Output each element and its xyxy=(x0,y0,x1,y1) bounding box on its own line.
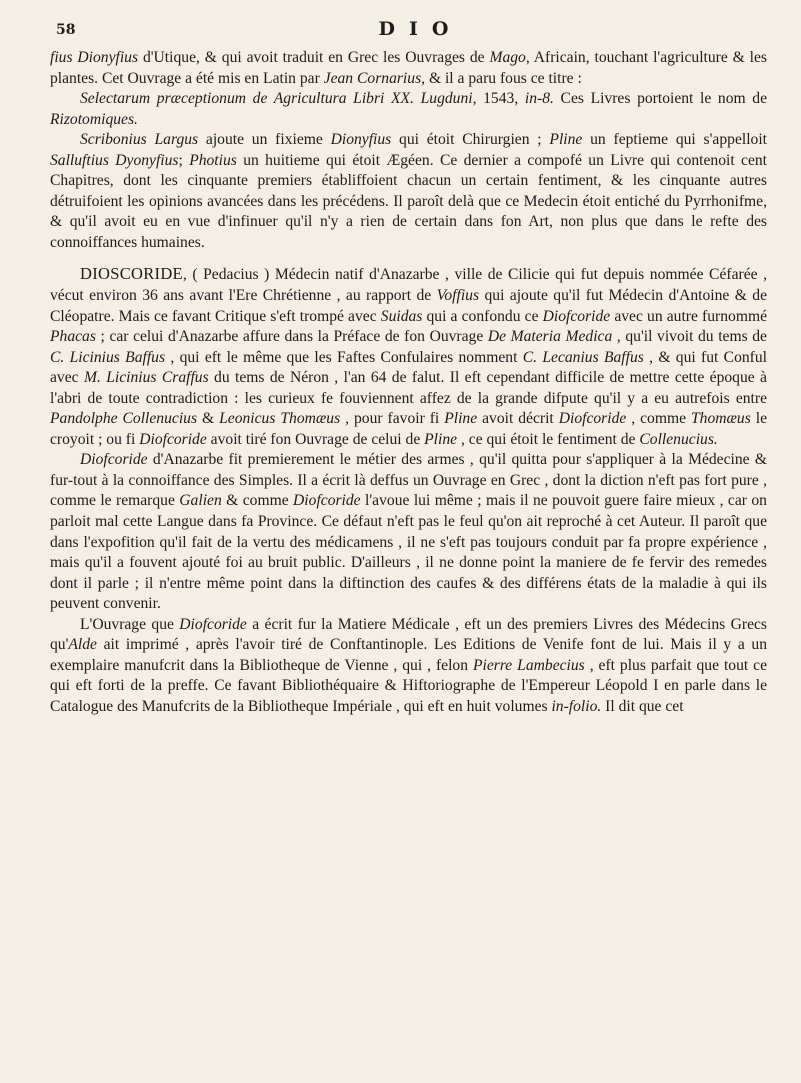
body-text xyxy=(50,48,767,718)
entry-dioscoride xyxy=(50,264,767,450)
text-run: & xyxy=(197,410,220,428)
text-run: , & qui fut Conful avec xyxy=(50,348,767,387)
text-run: l'avoue lui même ; mais il ne pouvoit guere faire mieux , car on parloit mal cette Langue dans fa Province. Ce défaut n'eft pas le feul qu'on ait reproché à cet Auteur. Il paroît que dans l'expofition qu'il fait de la vertu des médicamens , il ne s'eft pas toujours conduit par fa propre expérience , mais qu'il a fouvent ajouté foi au bruit public. D'ailleurs , il ne donne point la maniere de fe fervir des remedes dont il parle ; il n'entre même point dans la diftinction des caufes & des différens états de la maladie à qui ils peuvent convenir. xyxy=(50,492,767,613)
italic-text: Dionyfius xyxy=(330,131,392,149)
text-run: , qu'il vivoit du tems de xyxy=(612,328,767,346)
paragraph-book-title xyxy=(50,89,767,130)
text-run: qui ajoute qu'il fut Médecin d'Antoine & de Cléopatre. Mais ce favant Critique s'eft trompé avec xyxy=(50,287,767,325)
text-run: d'Anazarbe fit premierement le métier des armes , qu'il quitta pour s'appliquer à la Médecine & fur-tout à la connoiffance des Simples. Il a écrit là deffus un Ouvrage en Grec , dont la diction n'eft pas fort pure , comme le remarque xyxy=(50,451,767,510)
italic-text: Pierre Lambecius xyxy=(472,656,585,674)
text-run: un huitieme qui étoit Ægéen. Ce dernier a compofé un Livre qui contenoit cent Chapitres, dont les cinquante premiers établiffoient chacun un certain fentiment, & les cinquante autres détruifoient les opinions avancées dans les précédens. Il paroît delà que ce Medecin étoit entiché du Pyrrhonifme, & qu'il avoit eu en vue d'infinuer qu'il n'y a rien de certain dans fon Art, non plus que dans le refte des connoiffances humaines. xyxy=(50,151,767,251)
text-run: avec un autre furnommé xyxy=(610,307,768,325)
text-run: un feptieme qui s'appelloit xyxy=(582,131,767,149)
italic-text: Diofcoride xyxy=(558,410,627,428)
italic-text: Alde xyxy=(68,636,97,654)
entry-headword: DIOSCORIDE xyxy=(80,264,183,284)
text-run: a écrit fur la Matiere Médicale , eft un des premiers Livres des Médecins Grecs qu' xyxy=(50,615,767,654)
italic-text: fius Dionyfius xyxy=(50,49,139,66)
text-run: , ( Pedacius ) Médecin natif d'Anazarbe , ville de Cilicie qui fut depuis nommée Céfarée , vécut environ 36 ans avant l'Ere Chrétienne , au rapport de xyxy=(50,266,767,305)
text-run: , qui eft le même que les Faftes Confulaires nomment xyxy=(165,348,523,366)
text-run: le croyoit ; ou fi xyxy=(50,410,768,448)
paragraph-dioscoride-career xyxy=(50,450,767,614)
italic-text: C. Lecanius Baffus xyxy=(522,348,644,366)
italic-text: in-folio. xyxy=(551,697,602,715)
text-run: ; xyxy=(178,151,190,169)
italic-text: C. Licinius Baffus xyxy=(50,348,166,366)
text-run: , eft plus parfait que tout ce qui eft forti de la preffe. Ce favant Bibliothéquaire & Hiftoriographe de l'Empereur Léopold I en parle dans le Catalogue des Manufcrits de la Bibliotheque Impériale , qui eft en huit volumes xyxy=(50,656,768,715)
paragraph-continuation xyxy=(50,48,767,89)
text-run: , ce qui étoit le fentiment de xyxy=(457,430,640,448)
italic-text: Photius xyxy=(189,151,237,169)
italic-text: Diofcoride xyxy=(139,430,207,448)
text-run: L'Ouvrage que xyxy=(80,615,180,633)
italic-text: Diofcoride xyxy=(293,492,361,510)
text-run: , 1543, xyxy=(472,90,525,108)
text-run: , & il a paru fous ce titre : xyxy=(421,69,582,87)
italic-text: Phacas xyxy=(50,328,96,346)
running-title: DIO xyxy=(378,18,463,40)
italic-text: M. Licinius Craffus xyxy=(83,369,209,387)
paragraph-scribonius xyxy=(50,130,767,253)
italic-text: Pline xyxy=(549,131,583,149)
italic-text: Leonicus Thomæus xyxy=(219,410,341,428)
italic-text: Pandolphe Collenucius xyxy=(50,410,198,428)
italic-text: Suidas xyxy=(380,307,423,325)
text-run: qui a confondu ce xyxy=(422,307,543,325)
italic-text: Voffius xyxy=(436,287,480,305)
italic-text: Galien xyxy=(179,492,222,510)
text-run: ajoute un fixieme xyxy=(198,131,331,149)
italic-text: Scribonius Largus xyxy=(80,131,199,149)
text-run: du tems de Néron , l'an 64 de falut. Il eft cependant difficile de mettre cette époque à l'abri de toute contradiction : les curieux fe fouviennent affez de la grande difpute qu'il y a eu autrefois entre xyxy=(50,369,767,407)
text-run: avoit décrit xyxy=(477,410,559,428)
text-run: avoit tiré fon Ouvrage de celui de xyxy=(206,430,425,448)
italic-text: Rizotomiques. xyxy=(50,110,138,128)
text-run: ; car celui d'Anazarbe affure dans la Préface de fon Ouvrage xyxy=(95,328,488,346)
italic-text: Selectarum præceptionum de Agricultura Libri XX. Lugduni xyxy=(80,90,473,108)
italic-text: Collenucius. xyxy=(639,430,718,448)
text-run: , Africain, touchant l'agriculture & les plantes. Cet Ouvrage a été mis en Latin par xyxy=(50,49,767,87)
italic-text: Pline xyxy=(424,430,458,448)
text-run: , pour favoir fi xyxy=(340,410,445,428)
text-run: d'Utique, & qui avoit traduit en Grec les Ouvrages de xyxy=(138,49,490,66)
italic-text: in-8. xyxy=(524,90,554,108)
italic-text: Diofcoride xyxy=(80,451,148,469)
page-header xyxy=(50,14,767,44)
italic-text: Jean Cornarius xyxy=(323,69,422,87)
text-run: Il dit que cet xyxy=(601,697,684,715)
page-number: 58 xyxy=(56,22,76,38)
italic-text: Mago xyxy=(489,49,526,66)
italic-text: De Materia Medica xyxy=(487,328,613,346)
text-run: & comme xyxy=(221,492,294,510)
italic-text: Diofcoride xyxy=(542,307,611,325)
text-run: qui étoit Chirurgien ; xyxy=(391,131,550,149)
italic-text: Salluftius Dyonyfius xyxy=(50,151,179,169)
italic-text: Thomæus xyxy=(691,410,751,428)
paragraph-dioscoride-work xyxy=(50,615,767,718)
text-run: ait imprimé , après l'avoir tiré de Conftantinople. Les Editions de Venife font de lui. Mais il y a un exemplaire manufcrit dans la Bibliotheque de Vienne , qui , felon xyxy=(50,636,767,674)
text-run: , comme xyxy=(626,410,691,428)
text-run: Ces Livres portoient le nom de xyxy=(553,90,767,108)
italic-text: Pline xyxy=(444,410,478,428)
italic-text: Diofcoride xyxy=(179,615,247,633)
